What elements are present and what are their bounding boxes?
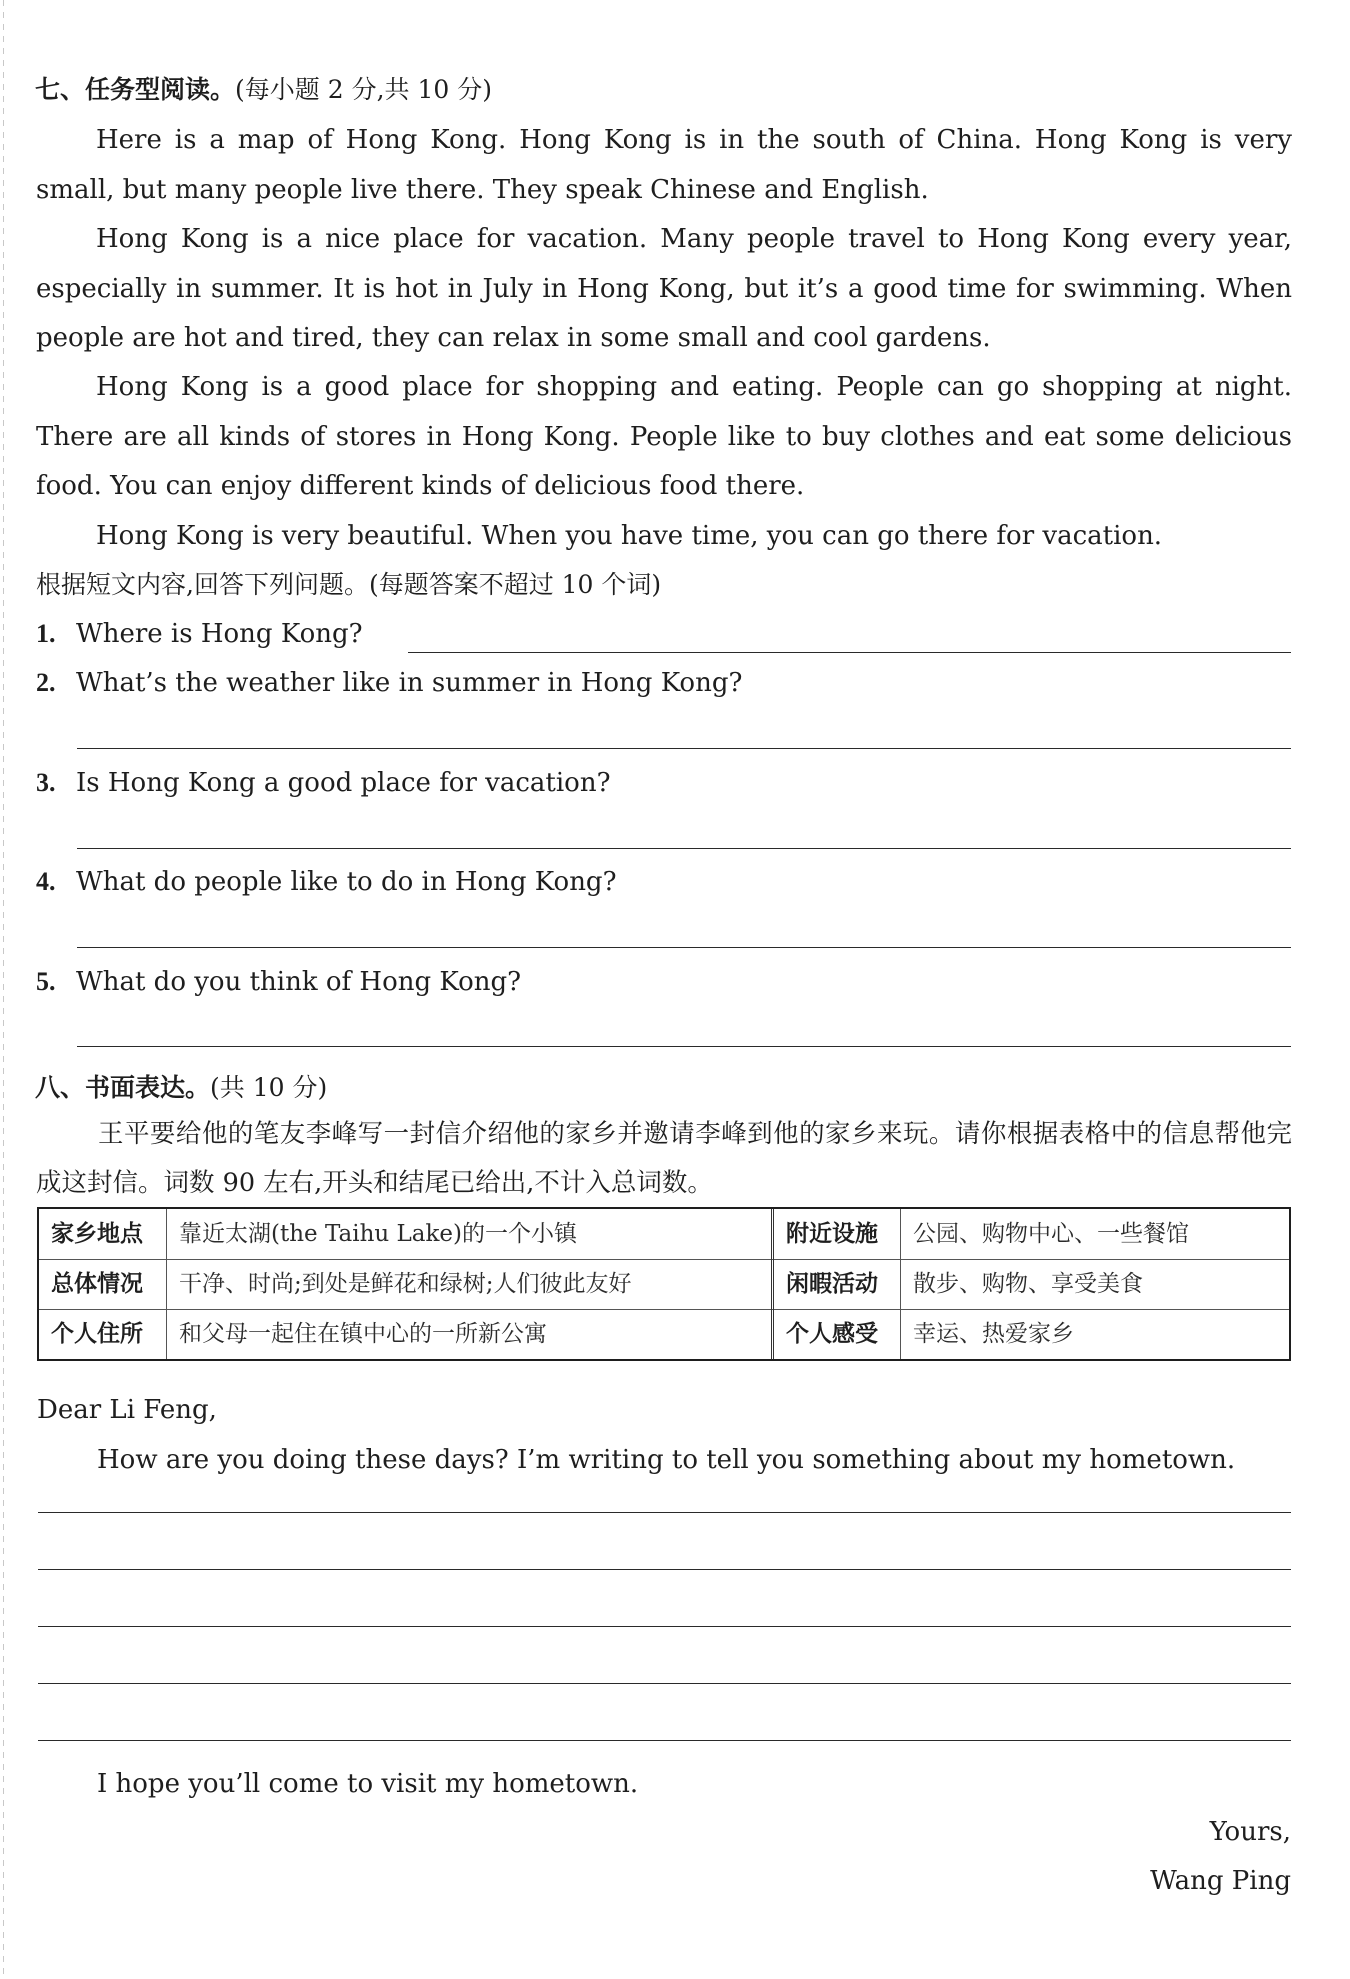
question-3 <box>36 766 611 800</box>
binding-edge <box>3 0 4 1979</box>
table-key: 个人住所 <box>39 1309 167 1359</box>
table-row <box>39 1309 1289 1359</box>
answer-line-4[interactable] <box>77 947 1291 948</box>
question-5 <box>36 965 521 999</box>
question-text: What do you think of Hong Kong? <box>76 967 522 997</box>
question-number: 3. <box>36 768 56 797</box>
table-key: 闲暇活动 <box>774 1259 901 1309</box>
section-8-title: 八、书面表达。 <box>35 1073 211 1102</box>
writing-line-2[interactable] <box>38 1569 1291 1570</box>
letter-closing: I hope you’ll come to visit my hometown. <box>97 1769 639 1799</box>
question-text: What do people like to do in Hong Kong? <box>76 867 617 897</box>
section-8-heading <box>35 1071 327 1105</box>
passage-paragraph-1: Here is a map of Hong Kong. Hong Kong is in the south of China. Hong Kong is very small, but many people live there. They speak Chinese and English. <box>36 125 1292 205</box>
table-value: 幸运、热爱家乡 <box>913 1321 1074 1347</box>
table-row <box>39 1209 1289 1260</box>
answer-line-5[interactable] <box>77 1046 1291 1047</box>
letter-greeting: Dear Li Feng, <box>37 1395 217 1425</box>
letter-signature: Wang Ping <box>1150 1866 1291 1896</box>
letter-signoff: Yours, <box>1209 1817 1291 1847</box>
passage-paragraph-3: Hong Kong is a good place for shopping and eating. People can go shopping at night. There are all kinds of stores in Hong Kong. People like to buy clothes and eat some delicious food. You can enjoy different kinds of delicious food there. <box>36 372 1292 501</box>
question-number: 5. <box>36 967 56 996</box>
answer-line-3[interactable] <box>77 848 1291 849</box>
table-value: 散步、购物、享受美食 <box>913 1271 1143 1297</box>
table-key: 家乡地点 <box>39 1209 167 1259</box>
table-value: 靠近太湖(the Taihu Lake)的一个小镇 <box>167 1209 774 1259</box>
section-7-title: 七、任务型阅读。 <box>35 75 236 104</box>
answer-line-2[interactable] <box>77 748 1291 749</box>
question-4 <box>36 865 617 899</box>
passage-paragraph-4: Hong Kong is very beautiful. When you have time, you can go there for vacation. <box>96 521 1163 551</box>
section-7-score-note: (每小题 2 分,共 10 分) <box>235 75 492 104</box>
section-7-heading <box>35 73 492 107</box>
writing-line-1[interactable] <box>38 1512 1291 1513</box>
answer-line-1[interactable] <box>408 652 1291 653</box>
question-text: Where is Hong Kong? <box>76 619 363 649</box>
table-value: 干净、时尚;到处是鲜花和绿树;人们彼此友好 <box>167 1259 774 1309</box>
question-text: Is Hong Kong a good place for vacation? <box>76 768 611 798</box>
info-table <box>37 1207 1291 1361</box>
table-key: 个人感受 <box>774 1309 901 1359</box>
question-number: 1. <box>36 619 56 648</box>
section-8-score-note: (共 10 分) <box>210 1073 328 1102</box>
question-number: 2. <box>36 668 56 697</box>
writing-line-5[interactable] <box>38 1740 1291 1741</box>
writing-line-3[interactable] <box>38 1626 1291 1627</box>
letter-opening: How are you doing these days? I’m writing to tell you something about my hometown. <box>97 1445 1236 1475</box>
section-8-instruction: 王平要给他的笔友李峰写一封信介绍他的家乡并邀请李峰到他的家乡来玩。请你根据表格中的信息帮他完成这封信。词数 90 左右,开头和结尾已给出,不计入总词数。 <box>36 1119 1292 1198</box>
writing-line-4[interactable] <box>38 1683 1291 1684</box>
section-7-instruction: 根据短文内容,回答下列问题。(每题答案不超过 10 个词) <box>36 570 662 599</box>
question-1 <box>36 617 363 651</box>
table-row <box>39 1259 1289 1310</box>
table-key: 附近设施 <box>774 1209 901 1259</box>
table-value: 和父母一起住在镇中心的一所新公寓 <box>167 1309 774 1359</box>
passage-paragraph-2: Hong Kong is a nice place for vacation. Many people travel to Hong Kong every year, especially in summer. It is hot in July in Hong Kong, but it’s a good time for swimming. When people are hot and tired, they can relax in some small and cool gardens. <box>36 224 1292 353</box>
table-value: 公园、购物中心、一些餐馆 <box>913 1221 1189 1247</box>
question-text: What’s the weather like in summer in Hong Kong? <box>76 668 743 698</box>
question-number: 4. <box>36 867 56 896</box>
table-key: 总体情况 <box>39 1259 167 1309</box>
question-2 <box>36 666 742 700</box>
